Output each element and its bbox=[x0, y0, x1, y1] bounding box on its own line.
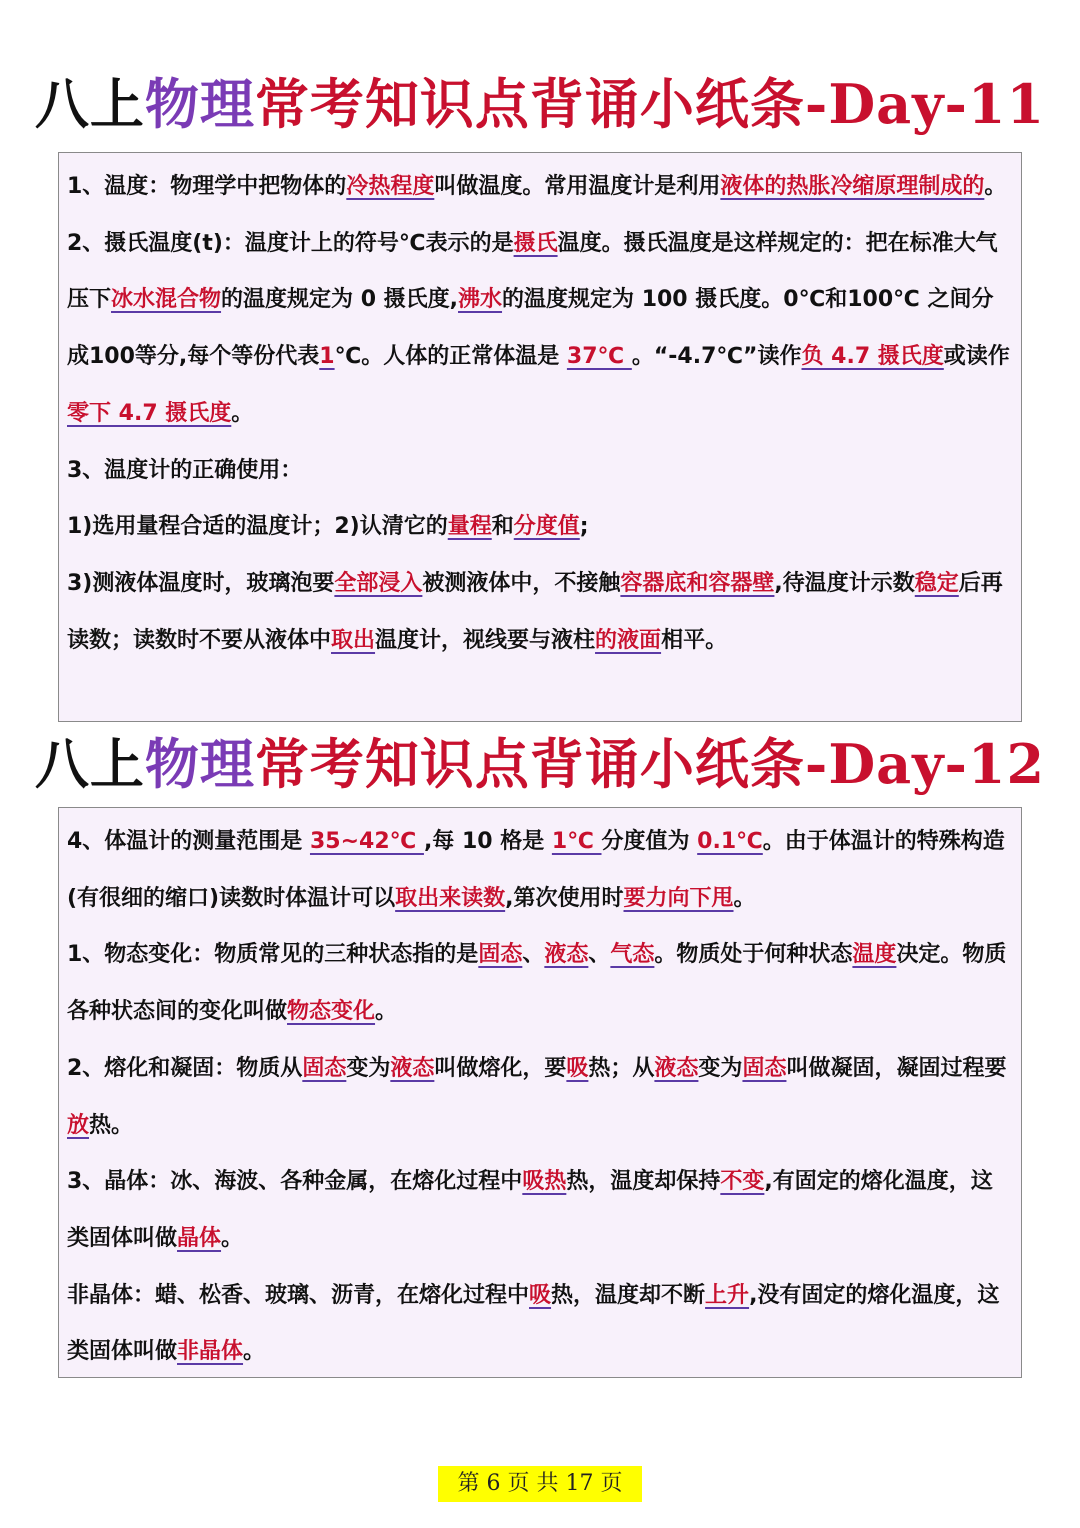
highlighted-term: 非晶体 bbox=[177, 1339, 244, 1365]
text-run: ,有固定的熔化温度，这类固体叫做 bbox=[67, 1169, 993, 1251]
text-run: 。 bbox=[243, 1339, 266, 1365]
highlighted-term: 全部浸入 bbox=[334, 570, 423, 596]
text-run: 。物质处于何种状态 bbox=[654, 942, 853, 968]
highlighted-term: 1℃ bbox=[551, 829, 602, 854]
title-topic: 常考知识点背诵小纸条-Day-12 bbox=[254, 732, 1046, 796]
text-run: 温度。摄氏温度是这样规定的：把在标准大气压下 bbox=[67, 230, 998, 313]
text-run: 3、晶体：冰、海波、各种金属，在熔化过程中 bbox=[67, 1169, 523, 1195]
highlighted-term: 取出来读数 bbox=[395, 885, 506, 911]
highlighted-term: 沸水 bbox=[458, 287, 503, 313]
text-run: 变为 bbox=[698, 1055, 743, 1081]
text-run: 变为 bbox=[346, 1055, 391, 1081]
highlighted-term: 液态 bbox=[654, 1055, 699, 1081]
text-run: 非晶体：蜡、松香、玻璃、沥青，在熔化过程中 bbox=[67, 1282, 530, 1308]
text-run: ,第次使用时 bbox=[505, 885, 624, 911]
highlighted-term: 吸 bbox=[529, 1282, 552, 1308]
text-run: 3、温度计的正确使用： bbox=[67, 457, 303, 483]
paragraph bbox=[67, 443, 1013, 500]
text-run: 1)选用量程合适的温度计；2)认清它的 bbox=[67, 514, 448, 540]
paragraph bbox=[67, 499, 1013, 556]
text-run: 1、物态变化：物质常见的三种状态指的是 bbox=[67, 942, 479, 968]
highlighted-term: 吸热 bbox=[522, 1169, 567, 1195]
day12-title bbox=[0, 728, 1080, 800]
highlighted-term: 容器底和容器壁 bbox=[620, 570, 775, 596]
text-run: 分度值为 bbox=[601, 829, 698, 854]
text-run: 叫做熔化，要 bbox=[434, 1055, 567, 1081]
text-run: 被测液体中，不接触 bbox=[422, 570, 621, 596]
highlighted-term: 物态变化 bbox=[287, 999, 376, 1025]
paragraph bbox=[67, 216, 1013, 443]
text-run: 。 bbox=[221, 1225, 244, 1251]
text-run: 热，温度却保持 bbox=[566, 1169, 721, 1195]
day11-card bbox=[58, 152, 1022, 722]
text-run: 或读作 bbox=[943, 344, 1010, 370]
text-run: 。“-4.7℃”读作 bbox=[631, 344, 802, 370]
text-run: ℃。人体的正常体温是 bbox=[334, 344, 567, 370]
paragraph bbox=[67, 1268, 1013, 1381]
title-grade: 八上 bbox=[34, 732, 145, 796]
text-run: 、 bbox=[588, 942, 611, 968]
text-run: 热，温度却不断 bbox=[551, 1282, 706, 1308]
title-topic: 常考知识点背诵小纸条-Day-11 bbox=[254, 72, 1046, 136]
paragraph bbox=[67, 1154, 1013, 1267]
text-run: 。由于体温计的特殊构造 (有很细的缩口)读数时体温计可以 bbox=[67, 829, 1005, 911]
text-run: 1、温度：物理学中把物体的 bbox=[67, 174, 347, 199]
text-run: 。 bbox=[375, 999, 398, 1025]
highlighted-term: 冷热程度 bbox=[346, 174, 435, 199]
day12-card bbox=[58, 807, 1022, 1378]
paragraph bbox=[67, 556, 1013, 669]
text-run: 和 bbox=[491, 514, 514, 540]
highlighted-term: 的液面 bbox=[595, 627, 662, 653]
paragraph bbox=[67, 1041, 1013, 1154]
highlighted-term: 液态 bbox=[390, 1055, 435, 1081]
day11-title bbox=[0, 68, 1080, 140]
highlighted-term: 负 4.7 摄氏度 bbox=[801, 344, 944, 370]
text-run: 4、体温计的测量范围是 bbox=[67, 829, 310, 854]
highlighted-term: 稳定 bbox=[914, 570, 959, 596]
highlighted-term: 0.1℃ bbox=[697, 829, 763, 854]
text-run: 决定。物质各种状态间的变化叫做 bbox=[67, 942, 1007, 1025]
highlighted-term: 晶体 bbox=[177, 1225, 222, 1251]
highlighted-term: 上升 bbox=[705, 1282, 750, 1308]
paragraph bbox=[67, 159, 1013, 216]
highlighted-term: 35~42℃ bbox=[309, 829, 424, 854]
highlighted-term: 气态 bbox=[610, 942, 655, 968]
text-run: 相平。 bbox=[661, 627, 728, 653]
text-run: 温度计，视线要与液柱 bbox=[375, 627, 596, 653]
text-run: 的温度规定为 100 摄氏度。0℃和100℃ 之间分成100等分,每个等份代表 bbox=[67, 287, 994, 370]
text-run: 叫做凝固，凝固过程要 bbox=[786, 1055, 1007, 1081]
title-grade: 八上 bbox=[34, 72, 145, 136]
highlighted-term: 零下 4.7 摄氏度 bbox=[67, 400, 232, 426]
text-run: ; bbox=[579, 514, 589, 540]
text-run: 热。 bbox=[89, 1112, 134, 1138]
text-run: 的温度规定为 0 摄氏度, bbox=[221, 287, 459, 313]
text-run: 。 bbox=[984, 174, 1007, 199]
highlighted-term: 摄氏 bbox=[513, 230, 558, 256]
highlighted-term: 吸 bbox=[566, 1055, 589, 1081]
paragraph bbox=[67, 814, 1013, 927]
highlighted-term: 放 bbox=[67, 1112, 90, 1138]
text-run: ,待温度计示数 bbox=[774, 570, 915, 596]
highlighted-term: 不变 bbox=[720, 1169, 765, 1195]
highlighted-term: 液态 bbox=[544, 942, 589, 968]
highlighted-term: 液体的热胀冷缩原理制成的 bbox=[720, 174, 985, 199]
text-run: 叫做温度。常用温度计是利用 bbox=[434, 174, 721, 199]
highlighted-term: 1 bbox=[319, 344, 335, 370]
text-run: 2、摄氏温度(t)：温度计上的符号℃表示的是 bbox=[67, 230, 514, 256]
highlighted-term: 分度值 bbox=[513, 514, 580, 540]
highlighted-term: 固态 bbox=[742, 1055, 787, 1081]
text-run: 3)测液体温度时，玻璃泡要 bbox=[67, 570, 335, 596]
text-run: 。 bbox=[231, 400, 254, 426]
text-run: 、 bbox=[522, 942, 545, 968]
highlighted-term: 冰水混合物 bbox=[111, 287, 222, 313]
text-run: ,每 10 格是 bbox=[423, 829, 552, 854]
highlighted-term: 固态 bbox=[478, 942, 523, 968]
highlighted-term: 37℃ bbox=[566, 344, 632, 370]
text-run: 热；从 bbox=[588, 1055, 655, 1081]
page-number: 第 6 页 共 17 页 bbox=[438, 1466, 642, 1502]
highlighted-term: 量程 bbox=[447, 514, 492, 540]
highlighted-term: 温度 bbox=[852, 942, 897, 968]
title-subject: 物理 bbox=[144, 732, 255, 796]
text-run: 2、熔化和凝固：物质从 bbox=[67, 1055, 303, 1081]
text-run: ,没有固定的熔化温度，这类固体叫做 bbox=[67, 1282, 1000, 1365]
text-run: 。 bbox=[733, 885, 756, 911]
highlighted-term: 取出 bbox=[331, 627, 376, 653]
paragraph bbox=[67, 927, 1013, 1040]
highlighted-term: 固态 bbox=[302, 1055, 347, 1081]
title-subject: 物理 bbox=[144, 72, 255, 136]
highlighted-term: 要力向下甩 bbox=[623, 885, 734, 911]
text-run: 后再读数；读数时不要从液体中 bbox=[67, 570, 1003, 653]
